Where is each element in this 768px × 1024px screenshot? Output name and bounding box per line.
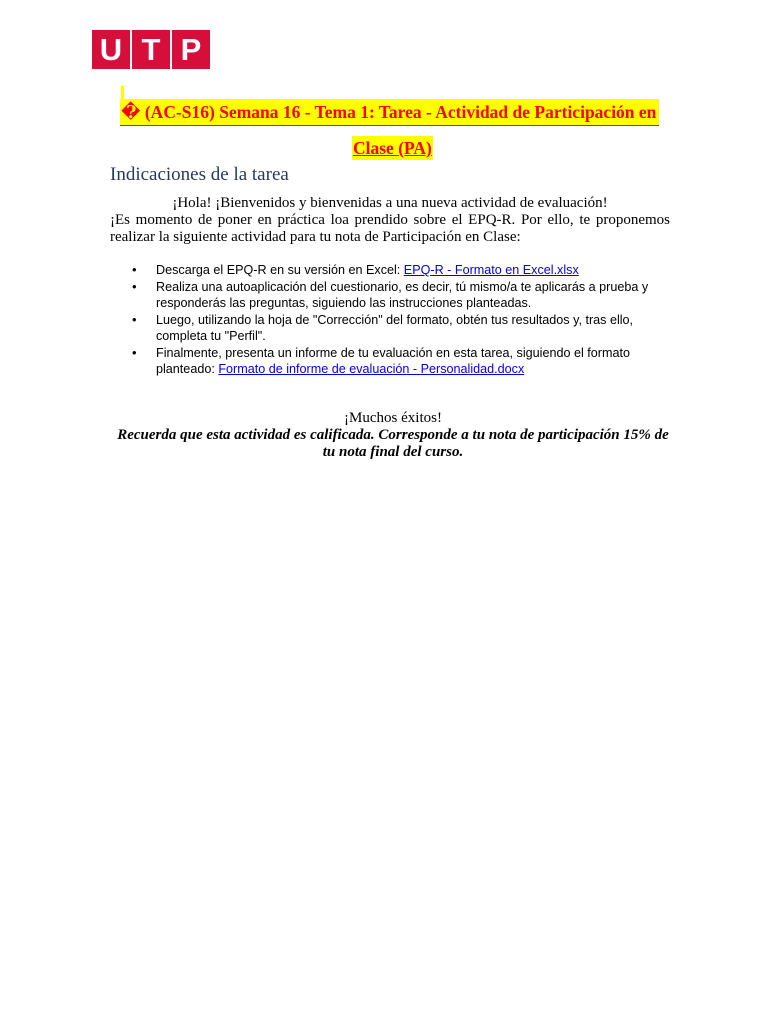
intro-text xyxy=(110,195,670,246)
section-heading: Indicaciones de la tarea xyxy=(110,164,289,185)
grading-note: Recuerda que esta actividad es calificada. Corresponde a tu nota de participación 15% de tu nota final del curso. xyxy=(117,427,669,460)
good-luck-message: ¡Muchos éxitos! xyxy=(344,410,442,426)
list-item xyxy=(132,279,672,312)
logo-letter-t: T xyxy=(132,30,170,69)
list-item-text: Luego, utilizando la hoja de "Corrección" del formato, obtén tus resultados y, tras ello, completa tu "Perfil". xyxy=(156,312,634,343)
list-item-text: Descarga el EPQ-R en su versión en Excel: xyxy=(156,263,404,277)
logo-letter-u: U xyxy=(92,30,130,69)
intro-paragraph: ¡Es momento de poner en práctica loa prendido sobre el EPQ-R. Por ello, te proponemos realizar la siguiente actividad para tu nota de Participación en Clase: xyxy=(110,212,670,245)
task-title-line-1: � (AC-S16) Semana 16 - Tema 1: Tarea - Actividad de Participación en xyxy=(120,99,659,126)
list-item-text: Finalmente, presenta un informe de tu evaluación en esta tarea, siguiendo el formato planteado: xyxy=(156,345,630,376)
excel-format-link[interactable]: EPQ-R - Formato en Excel.xlsx xyxy=(403,263,579,277)
logo-letter-p: P xyxy=(172,30,210,69)
list-item xyxy=(132,262,672,279)
task-title-line-2: Clase (PA) xyxy=(353,138,432,158)
utp-logo xyxy=(92,30,212,69)
greeting: ¡Hola! ¡Bienvenidos y bienvenidas a una nueva actividad de evaluación! xyxy=(172,195,608,211)
instructions-list xyxy=(132,262,672,378)
list-item xyxy=(132,345,672,378)
closing-text xyxy=(110,410,676,461)
report-format-link[interactable]: Formato de informe de evaluación - Personalidad.docx xyxy=(218,362,525,376)
list-item xyxy=(132,312,672,345)
list-item-text: Realiza una autoaplicación del cuestionario, es decir, tú mismo/a te aplicarás a prueba y responderás las preguntas, siguiendo las instrucciones planteadas. xyxy=(156,279,649,310)
